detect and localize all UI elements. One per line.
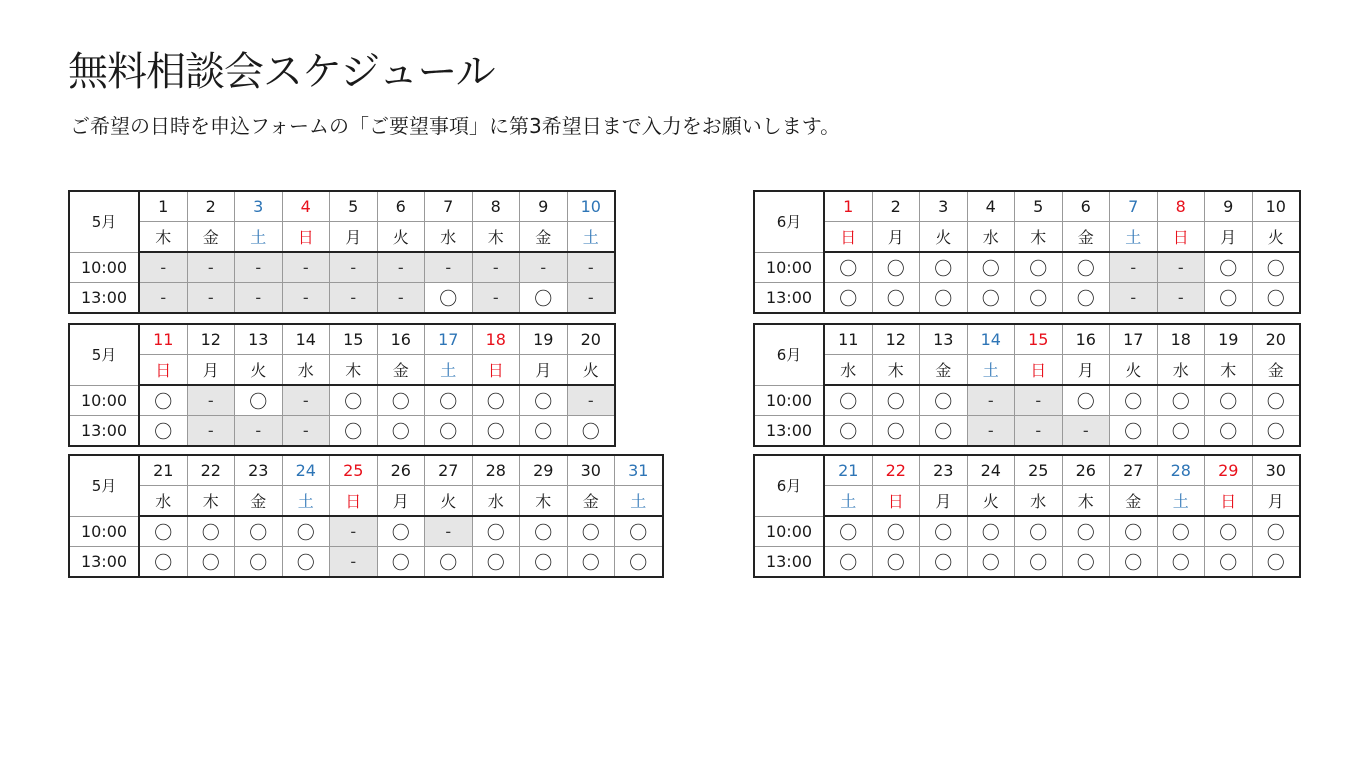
month-label: 6月	[754, 191, 824, 252]
weekday-cell: 火	[920, 222, 968, 253]
slot-available: 〇	[1252, 416, 1300, 447]
slot-unavailable: -	[187, 252, 235, 283]
slot-unavailable: -	[472, 283, 520, 314]
date-cell: 13	[235, 324, 283, 355]
weekday-cell: 月	[872, 222, 920, 253]
weekday-cell: 金	[187, 222, 235, 253]
date-cell: 10	[567, 191, 615, 222]
slot-available: 〇	[1205, 385, 1253, 416]
schedule-table-may-1	[68, 190, 616, 314]
slot-available: 〇	[1110, 547, 1158, 578]
slot-available: 〇	[872, 516, 920, 547]
time-row	[69, 516, 663, 547]
weekday-cell: 火	[967, 486, 1015, 517]
weekday-cell: 土	[282, 486, 330, 517]
weekday-cell: 日	[1205, 486, 1253, 517]
slot-available: 〇	[187, 547, 235, 578]
slot-available: 〇	[967, 547, 1015, 578]
date-cell: 1	[824, 191, 872, 222]
slot-available: 〇	[967, 516, 1015, 547]
schedule-table-may-2	[68, 323, 616, 447]
slot-available: 〇	[1252, 283, 1300, 314]
slot-available: 〇	[520, 416, 568, 447]
weekday-cell: 水	[472, 486, 520, 517]
date-cell: 5	[1015, 191, 1063, 222]
slot-available: 〇	[967, 283, 1015, 314]
slot-unavailable: -	[1015, 416, 1063, 447]
slot-available: 〇	[1157, 385, 1205, 416]
weekday-cell: 木	[139, 222, 187, 253]
weekday-cell: 月	[377, 486, 425, 517]
weekday-cell: 金	[377, 355, 425, 386]
weekday-cell: 土	[824, 486, 872, 517]
slot-unavailable: -	[377, 283, 425, 314]
time-label: 13:00	[69, 547, 139, 578]
weekday-row	[69, 222, 615, 253]
date-cell: 4	[967, 191, 1015, 222]
weekday-row	[69, 486, 663, 517]
slot-unavailable: -	[472, 252, 520, 283]
weekday-cell: 日	[472, 355, 520, 386]
slot-available: 〇	[1062, 385, 1110, 416]
date-cell: 7	[425, 191, 473, 222]
slot-unavailable: -	[520, 252, 568, 283]
slot-available: 〇	[615, 547, 663, 578]
weekday-cell: 日	[1157, 222, 1205, 253]
slot-available: 〇	[472, 385, 520, 416]
time-row	[69, 416, 615, 447]
slot-available: 〇	[824, 385, 872, 416]
weekday-cell: 月	[520, 355, 568, 386]
slot-available: 〇	[1252, 252, 1300, 283]
slot-available: 〇	[139, 385, 187, 416]
weekday-cell: 木	[472, 222, 520, 253]
date-cell: 7	[1110, 191, 1158, 222]
slot-available: 〇	[1252, 516, 1300, 547]
time-row	[69, 385, 615, 416]
slot-unavailable: -	[330, 283, 378, 314]
date-cell: 17	[1110, 324, 1158, 355]
slot-available: 〇	[377, 516, 425, 547]
weekday-cell: 金	[235, 486, 283, 517]
slot-unavailable: -	[235, 283, 283, 314]
date-row	[754, 455, 1300, 486]
slot-available: 〇	[1205, 416, 1253, 447]
weekday-cell: 月	[330, 222, 378, 253]
time-row	[754, 516, 1300, 547]
weekday-cell: 木	[1062, 486, 1110, 517]
slot-available: 〇	[377, 385, 425, 416]
time-label: 10:00	[754, 252, 824, 283]
slot-available: 〇	[967, 252, 1015, 283]
time-row	[754, 385, 1300, 416]
weekday-cell: 土	[615, 486, 663, 517]
weekday-cell: 火	[377, 222, 425, 253]
slot-available: 〇	[1205, 283, 1253, 314]
date-cell: 29	[520, 455, 568, 486]
slot-available: 〇	[824, 416, 872, 447]
date-cell: 11	[824, 324, 872, 355]
slot-unavailable: -	[1110, 252, 1158, 283]
slot-available: 〇	[472, 416, 520, 447]
date-cell: 8	[472, 191, 520, 222]
weekday-cell: 火	[425, 486, 473, 517]
weekday-cell: 水	[1015, 486, 1063, 517]
slot-unavailable: -	[187, 416, 235, 447]
weekday-cell: 木	[1015, 222, 1063, 253]
time-label: 13:00	[754, 283, 824, 314]
slot-available: 〇	[872, 283, 920, 314]
slot-unavailable: -	[330, 516, 378, 547]
schedule-table-jun-1	[753, 190, 1301, 314]
slot-available: 〇	[567, 516, 615, 547]
date-cell: 22	[187, 455, 235, 486]
slot-unavailable: -	[1157, 252, 1205, 283]
date-cell: 6	[377, 191, 425, 222]
weekday-cell: 金	[1062, 222, 1110, 253]
slot-available: 〇	[1205, 252, 1253, 283]
slot-available: 〇	[1157, 416, 1205, 447]
slot-available: 〇	[235, 547, 283, 578]
slot-available: 〇	[615, 516, 663, 547]
date-cell: 20	[1252, 324, 1300, 355]
time-row	[754, 547, 1300, 578]
slot-available: 〇	[425, 283, 473, 314]
slot-available: 〇	[520, 385, 568, 416]
date-row	[754, 324, 1300, 355]
date-cell: 16	[1062, 324, 1110, 355]
date-cell: 11	[139, 324, 187, 355]
weekday-row	[754, 222, 1300, 253]
date-cell: 21	[139, 455, 187, 486]
time-row	[754, 252, 1300, 283]
slot-available: 〇	[824, 252, 872, 283]
weekday-row	[754, 355, 1300, 386]
weekday-cell: 日	[872, 486, 920, 517]
weekday-cell: 木	[330, 355, 378, 386]
slot-available: 〇	[139, 416, 187, 447]
slot-unavailable: -	[425, 252, 473, 283]
weekday-cell: 日	[139, 355, 187, 386]
time-row	[69, 283, 615, 314]
date-cell: 10	[1252, 191, 1300, 222]
date-cell: 13	[920, 324, 968, 355]
weekday-row	[69, 355, 615, 386]
date-cell: 4	[282, 191, 330, 222]
slot-available: 〇	[1252, 547, 1300, 578]
date-cell: 24	[967, 455, 1015, 486]
month-label: 6月	[754, 455, 824, 516]
slot-available: 〇	[1157, 516, 1205, 547]
weekday-cell: 土	[1157, 486, 1205, 517]
date-cell: 16	[377, 324, 425, 355]
weekday-cell: 水	[425, 222, 473, 253]
slot-available: 〇	[472, 547, 520, 578]
weekday-cell: 金	[1110, 486, 1158, 517]
weekday-cell: 金	[520, 222, 568, 253]
weekday-cell: 木	[520, 486, 568, 517]
slot-available: 〇	[377, 547, 425, 578]
date-cell: 19	[520, 324, 568, 355]
slot-available: 〇	[330, 385, 378, 416]
page-subtitle: ご希望の日時を申込フォームの「ご要望事項」に第3希望日まで入力をお願いします。	[70, 114, 841, 138]
slot-available: 〇	[920, 416, 968, 447]
time-label: 13:00	[69, 283, 139, 314]
slot-available: 〇	[1110, 416, 1158, 447]
slot-unavailable: -	[425, 516, 473, 547]
date-cell: 23	[920, 455, 968, 486]
slot-available: 〇	[920, 385, 968, 416]
slot-available: 〇	[824, 283, 872, 314]
slot-available: 〇	[520, 283, 568, 314]
slot-available: 〇	[872, 547, 920, 578]
date-cell: 14	[967, 324, 1015, 355]
time-row	[69, 547, 663, 578]
slot-unavailable: -	[187, 385, 235, 416]
schedule-table-jun-3	[753, 454, 1301, 578]
slot-available: 〇	[1205, 547, 1253, 578]
slot-unavailable: -	[330, 547, 378, 578]
weekday-cell: 土	[235, 222, 283, 253]
slot-available: 〇	[520, 547, 568, 578]
date-cell: 21	[824, 455, 872, 486]
slot-unavailable: -	[139, 283, 187, 314]
slot-unavailable: -	[967, 385, 1015, 416]
weekday-cell: 月	[920, 486, 968, 517]
slot-available: 〇	[920, 252, 968, 283]
slot-available: 〇	[1062, 252, 1110, 283]
slot-available: 〇	[520, 516, 568, 547]
weekday-cell: 水	[967, 222, 1015, 253]
slot-unavailable: -	[235, 416, 283, 447]
date-cell: 15	[330, 324, 378, 355]
slot-available: 〇	[282, 547, 330, 578]
date-cell: 23	[235, 455, 283, 486]
weekday-cell: 日	[282, 222, 330, 253]
slot-available: 〇	[872, 252, 920, 283]
slot-available: 〇	[567, 547, 615, 578]
slot-available: 〇	[1110, 516, 1158, 547]
slot-available: 〇	[872, 385, 920, 416]
slot-available: 〇	[920, 516, 968, 547]
slot-available: 〇	[872, 416, 920, 447]
weekday-cell: 月	[1205, 222, 1253, 253]
time-label: 10:00	[754, 516, 824, 547]
weekday-cell: 土	[425, 355, 473, 386]
slot-available: 〇	[1062, 547, 1110, 578]
time-label: 10:00	[69, 252, 139, 283]
date-cell: 1	[139, 191, 187, 222]
slot-available: 〇	[1015, 252, 1063, 283]
date-row	[69, 191, 615, 222]
weekday-cell: 土	[1110, 222, 1158, 253]
slot-unavailable: -	[282, 416, 330, 447]
slot-unavailable: -	[235, 252, 283, 283]
date-cell: 8	[1157, 191, 1205, 222]
date-cell: 28	[472, 455, 520, 486]
weekday-cell: 土	[567, 222, 615, 253]
slot-available: 〇	[1110, 385, 1158, 416]
slot-available: 〇	[235, 385, 283, 416]
date-cell: 20	[567, 324, 615, 355]
date-cell: 19	[1205, 324, 1253, 355]
weekday-cell: 日	[330, 486, 378, 517]
month-label: 6月	[754, 324, 824, 385]
date-cell: 31	[615, 455, 663, 486]
date-cell: 18	[472, 324, 520, 355]
slot-available: 〇	[567, 416, 615, 447]
slot-available: 〇	[1252, 385, 1300, 416]
schedule-table-jun-2	[753, 323, 1301, 447]
slot-unavailable: -	[282, 252, 330, 283]
date-cell: 25	[330, 455, 378, 486]
slot-available: 〇	[139, 516, 187, 547]
time-label: 10:00	[754, 385, 824, 416]
slot-available: 〇	[1157, 547, 1205, 578]
date-cell: 22	[872, 455, 920, 486]
slot-available: 〇	[1015, 283, 1063, 314]
slot-available: 〇	[377, 416, 425, 447]
time-label: 10:00	[69, 385, 139, 416]
month-label: 5月	[69, 324, 139, 385]
slot-available: 〇	[920, 283, 968, 314]
slot-unavailable: -	[187, 283, 235, 314]
date-cell: 26	[377, 455, 425, 486]
time-label: 13:00	[754, 547, 824, 578]
weekday-cell: 火	[1110, 355, 1158, 386]
slot-unavailable: -	[139, 252, 187, 283]
date-cell: 14	[282, 324, 330, 355]
slot-unavailable: -	[967, 416, 1015, 447]
month-label: 5月	[69, 455, 139, 516]
weekday-cell: 水	[139, 486, 187, 517]
time-row	[754, 416, 1300, 447]
date-cell: 9	[520, 191, 568, 222]
page-title: 無料相談会スケジュール	[68, 49, 495, 95]
weekday-cell: 火	[567, 355, 615, 386]
date-cell: 28	[1157, 455, 1205, 486]
date-row	[69, 455, 663, 486]
date-cell: 25	[1015, 455, 1063, 486]
weekday-cell: 火	[1252, 222, 1300, 253]
date-cell: 29	[1205, 455, 1253, 486]
slot-available: 〇	[1015, 547, 1063, 578]
slot-unavailable: -	[1157, 283, 1205, 314]
month-label: 5月	[69, 191, 139, 252]
weekday-cell: 木	[187, 486, 235, 517]
weekday-cell: 日	[824, 222, 872, 253]
weekday-cell: 火	[235, 355, 283, 386]
slot-available: 〇	[235, 516, 283, 547]
date-cell: 27	[425, 455, 473, 486]
slot-unavailable: -	[282, 283, 330, 314]
date-cell: 26	[1062, 455, 1110, 486]
weekday-cell: 金	[567, 486, 615, 517]
slot-available: 〇	[330, 416, 378, 447]
slot-available: 〇	[425, 416, 473, 447]
slot-unavailable: -	[282, 385, 330, 416]
weekday-cell: 土	[967, 355, 1015, 386]
date-cell: 3	[920, 191, 968, 222]
slot-unavailable: -	[1062, 416, 1110, 447]
weekday-cell: 月	[187, 355, 235, 386]
time-row	[69, 252, 615, 283]
slot-unavailable: -	[377, 252, 425, 283]
date-cell: 30	[567, 455, 615, 486]
slot-unavailable: -	[567, 283, 615, 314]
slot-available: 〇	[824, 516, 872, 547]
weekday-cell: 金	[1252, 355, 1300, 386]
date-cell: 30	[1252, 455, 1300, 486]
weekday-cell: 月	[1062, 355, 1110, 386]
time-label: 13:00	[754, 416, 824, 447]
slot-unavailable: -	[330, 252, 378, 283]
slot-available: 〇	[187, 516, 235, 547]
slot-available: 〇	[472, 516, 520, 547]
date-cell: 9	[1205, 191, 1253, 222]
weekday-cell: 木	[1205, 355, 1253, 386]
date-row	[754, 191, 1300, 222]
date-cell: 5	[330, 191, 378, 222]
time-label: 10:00	[69, 516, 139, 547]
date-cell: 15	[1015, 324, 1063, 355]
slot-available: 〇	[282, 516, 330, 547]
slot-unavailable: -	[567, 252, 615, 283]
date-cell: 18	[1157, 324, 1205, 355]
weekday-cell: 水	[824, 355, 872, 386]
weekday-cell: 日	[1015, 355, 1063, 386]
date-cell: 27	[1110, 455, 1158, 486]
weekday-cell: 月	[1252, 486, 1300, 517]
slot-unavailable: -	[567, 385, 615, 416]
slot-unavailable: -	[1110, 283, 1158, 314]
slot-available: 〇	[1015, 516, 1063, 547]
weekday-cell: 金	[920, 355, 968, 386]
weekday-row	[754, 486, 1300, 517]
date-cell: 2	[872, 191, 920, 222]
date-cell: 17	[425, 324, 473, 355]
slot-available: 〇	[824, 547, 872, 578]
date-row	[69, 324, 615, 355]
date-cell: 12	[872, 324, 920, 355]
slot-available: 〇	[920, 547, 968, 578]
schedule-table-may-3	[68, 454, 664, 578]
weekday-cell: 水	[282, 355, 330, 386]
date-cell: 3	[235, 191, 283, 222]
date-cell: 2	[187, 191, 235, 222]
date-cell: 12	[187, 324, 235, 355]
time-row	[754, 283, 1300, 314]
date-cell: 24	[282, 455, 330, 486]
slot-available: 〇	[139, 547, 187, 578]
weekday-cell: 水	[1157, 355, 1205, 386]
slot-available: 〇	[1205, 516, 1253, 547]
slot-available: 〇	[1062, 283, 1110, 314]
slot-available: 〇	[1062, 516, 1110, 547]
slot-available: 〇	[425, 547, 473, 578]
time-label: 13:00	[69, 416, 139, 447]
weekday-cell: 木	[872, 355, 920, 386]
slot-unavailable: -	[1015, 385, 1063, 416]
slot-available: 〇	[425, 385, 473, 416]
date-cell: 6	[1062, 191, 1110, 222]
